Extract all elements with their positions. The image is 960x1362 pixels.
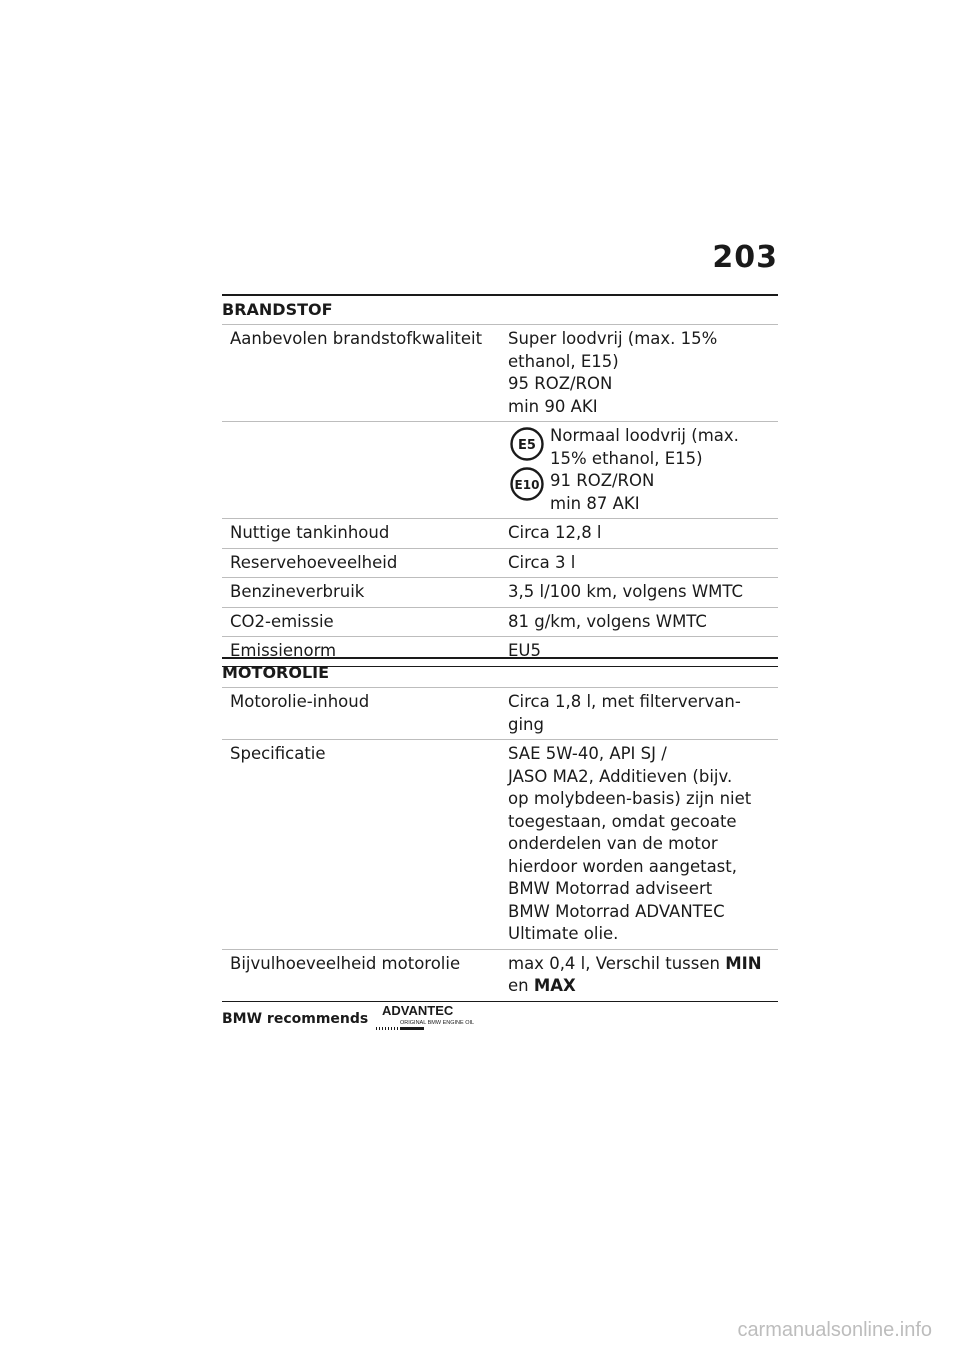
value-part: max 0,4 l, Verschil tussen	[508, 953, 726, 973]
row-value: Circa 1,8 l, met filtervervan- ging	[508, 692, 741, 734]
page-number: 203	[712, 240, 778, 275]
oil-table	[222, 687, 778, 1002]
table-row	[222, 518, 778, 548]
svg-text:ORIGINAL BMW ENGINE OIL: ORIGINAL BMW ENGINE OIL	[400, 1020, 475, 1026]
row-value: SAE 5W-40, API SJ / JASO MA2, Additieven (bijv. op molybdeen-basis) zijn niet toegestaan, omdat gecoate onderdelen van de motor hierdoor worden aangetast, BMW Motorrad adviseert BMW Motorrad ADVANTEC Ultimate olie.	[508, 744, 752, 943]
value-part: en	[508, 976, 529, 995]
fuel-badges	[508, 425, 550, 501]
row-value: 3,5 l/100 km, volgens WMTC	[508, 582, 744, 601]
footer-text: BMW recommends	[222, 1011, 369, 1027]
row-label: Benzineverbruik	[230, 582, 365, 601]
row-label: Specificatie	[230, 744, 326, 763]
row-value: Super loodvrij (max. 15% ethanol, E15) 95 ROZ/RON min 90 AKI	[508, 329, 718, 416]
row-label: Nuttige tankinhoud	[230, 523, 390, 542]
svg-text:E10: E10	[514, 478, 540, 492]
row-value: Circa 3 l	[508, 552, 576, 572]
row-value: 81 g/km, volgens WMTC	[508, 611, 707, 631]
table-row	[222, 607, 778, 637]
row-value	[500, 422, 778, 518]
fuel-section-title: BRANDSTOF	[222, 294, 778, 324]
row-value-text: Normaal loodvrij (max. 15% ethanol, E15) 91 ROZ/RON min 87 AKI	[550, 426, 739, 513]
row-label: Reservehoeveelheid	[230, 552, 398, 572]
max-mark: MAX	[533, 976, 576, 995]
row-label: Emissienorm	[230, 641, 337, 660]
table-row	[222, 687, 778, 739]
fuel-section	[222, 294, 778, 667]
min-mark: MIN	[725, 953, 762, 973]
advantec-logo	[374, 1003, 478, 1033]
row-value: Circa 12,8 l	[508, 523, 602, 542]
fuel-table	[222, 324, 778, 667]
row-label: Bijvulhoeveelheid motorolie	[230, 953, 461, 973]
oil-section	[222, 657, 778, 1002]
svg-text:ADVANTEC: ADVANTEC	[382, 1003, 454, 1018]
table-row	[222, 577, 778, 607]
row-label: Motorolie-inhoud	[230, 692, 370, 711]
e10-fuel-icon	[508, 467, 546, 501]
watermark: carmanualsonline.info	[737, 1319, 932, 1341]
e5-fuel-icon	[508, 427, 546, 461]
svg-text:E5: E5	[518, 438, 536, 453]
row-label	[222, 422, 500, 518]
oil-section-title: MOTOROLIE	[222, 657, 778, 687]
table-row	[222, 421, 778, 518]
footer-recommendation	[222, 1003, 478, 1033]
row-label: Aanbevolen brandstofkwaliteit	[230, 329, 483, 348]
table-row	[222, 548, 778, 578]
table-row	[222, 324, 778, 421]
row-value	[500, 950, 778, 1001]
table-row	[222, 949, 778, 1002]
row-value: EU5	[508, 641, 541, 660]
row-label: CO2-emissie	[230, 611, 334, 631]
table-row	[222, 739, 778, 949]
